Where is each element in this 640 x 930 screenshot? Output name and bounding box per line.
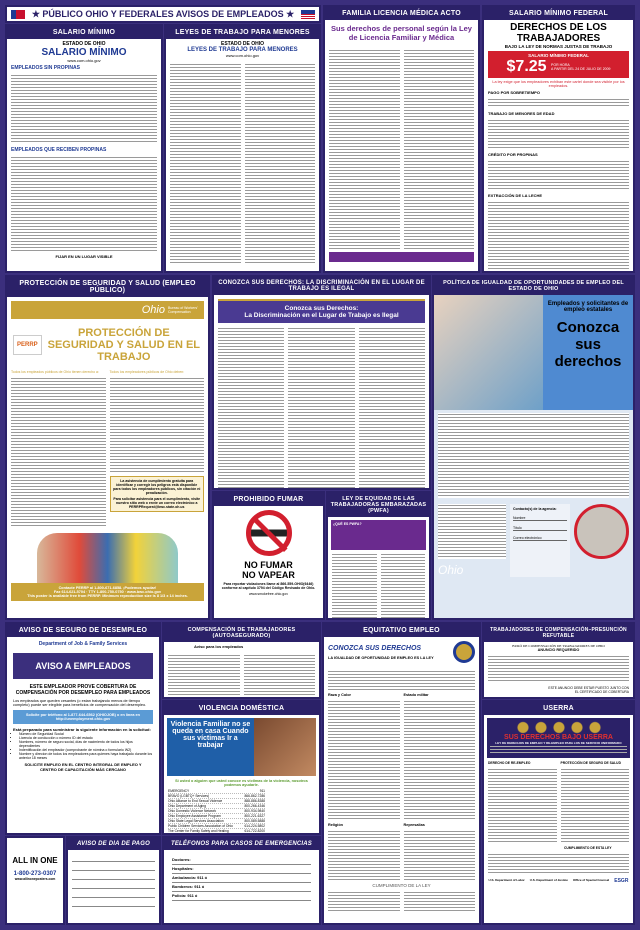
title: SALARIO MÍNIMO xyxy=(41,47,127,58)
assist-contact: Para solicitar asistencia para el cumplimiento, visite nuestro sitio web o envíe un correo electrónico a PERRPRequest@bwc.state.oh.us xyxy=(113,497,201,509)
userra-panel xyxy=(482,700,635,925)
title-line-2: La Discriminación en el Lugar de Trabajo es Ilegal xyxy=(244,312,399,319)
title: Aviso para los empleados xyxy=(194,644,244,649)
contact-phone: 800-589-5888 xyxy=(244,819,265,823)
section-child-labor: TRABAJO DE MENORES DE EDAD xyxy=(488,111,555,116)
jfs-logo: Department of Job & Family Services xyxy=(38,641,128,647)
contact-name: Public Children Services Association of Ohio xyxy=(168,824,233,828)
field-email: Correo electrónico xyxy=(513,536,567,541)
panel-header: PROHIBIDO FUMAR xyxy=(214,493,323,506)
police-field[interactable]: Policía: 911 ó xyxy=(172,892,311,901)
list-item: • Indentificación del empleador (comprobante de nómina o formulario W2) xyxy=(19,748,153,752)
title-line-1: Conozca sus Derechos: xyxy=(284,305,359,312)
cert-note: ESTE ANUNCIO DEBE ESTAR PUESTO JUNTO CON EL CERTIFICADO DE COBERTURA xyxy=(548,686,629,694)
workers-photo xyxy=(37,533,178,583)
panel-header: FAMILIA LICENCIA MÉDICA ACTO xyxy=(325,7,478,20)
subtitle: LA IGUALDAD DE OPORTUNIDAD DE EMPLEO ES LA LEY xyxy=(328,655,434,660)
title: Sus derechos de personal según la Ley de Licencia Familiar y Médica xyxy=(331,24,472,42)
section-enforcement: CUMPLIMIENTO DE ESTA LEY xyxy=(564,846,612,850)
ohio-logo: Ohio xyxy=(141,304,165,316)
title: LEYES DE TRABAJO PARA MENORES xyxy=(187,47,298,53)
us-flag-icon xyxy=(301,10,315,19)
contact-phone: 614-722-8200 xyxy=(244,829,265,833)
panel-header: COMPENSACIÓN DE TRABAJADORES (AUTOASEGURADO) xyxy=(164,624,319,642)
contact-heading: Contacto(s) de la agencia: xyxy=(513,507,557,511)
all-in-one-logo-panel xyxy=(5,836,65,925)
contact-phone: 800-266-4346 xyxy=(244,804,265,808)
equal-employment-panel xyxy=(322,622,481,925)
panel-header: USERRA xyxy=(484,702,633,715)
emergency-phones-panel xyxy=(162,836,321,925)
contact-name: BRAVO (LGBTQ+ Services) xyxy=(168,794,210,798)
panel-header: SALARIO MÍNIMO xyxy=(7,26,161,39)
fire-field[interactable]: Bomberos: 911 ó xyxy=(172,883,311,892)
required-notice: ANUNCIO REQUERIDO xyxy=(537,648,580,652)
contact-row xyxy=(168,829,265,834)
site: www.com.ohio.gov xyxy=(225,53,260,58)
contact-name: Ohio Department of Aging xyxy=(168,804,206,808)
state-label: ESTADO DE OHIO xyxy=(221,41,264,47)
contact-name: Ohio State Legal Services Association xyxy=(168,819,224,823)
field-title: Título xyxy=(513,526,567,531)
section-overtime: PAGO POR SOBRETIEMPO xyxy=(488,90,540,95)
fmla-panel xyxy=(323,5,480,273)
subtitle: LEY DE DERECHOS DE EMPLEO Y RE-EMPLEO PARA LOS DE SERVICIO UNIFORMADO xyxy=(495,741,622,745)
per-hour: POR HORA xyxy=(551,62,570,67)
paragraph: Los empleados que queden cesantes (o estan trabajando menos de tiempo completo) puede ser elegible para beneficios de compensación del desempleo. xyxy=(13,699,147,707)
section-reemployment: DERECHO DE RE-EMPLEO xyxy=(488,761,531,765)
contact-name: Ohio Domestic Violence Network xyxy=(168,809,217,813)
panel-header: CONOZCA SUS DERECHOS: LA DISCRIMINACIÓN EN EL LUGAR DE TRABAJO ES ILEGAL xyxy=(214,277,429,295)
panel-header: LEY DE EQUIDAD DE LAS TRABAJADORAS EMBARAZADAS (PWFA) xyxy=(328,493,429,517)
banner xyxy=(5,5,321,23)
section-religion: Religión xyxy=(328,823,343,827)
contact-phone: 614-224-5802 xyxy=(244,824,265,828)
contact-phone: 800-221-6327 xyxy=(244,814,265,818)
subtitle: BAJO LA LEY DE NORMAS JUSTAS DE TRABAJO xyxy=(504,44,613,49)
sub2: EMPLEADOS QUE RECIBEN PROPINAS xyxy=(11,147,107,153)
contact: Contacte PERRP al 1-800-671-6858. ¡Podemos ayudar! xyxy=(58,586,157,590)
section-race: Raza y Color xyxy=(328,693,351,697)
no-smoking-text: NO FUMAR xyxy=(244,560,293,570)
brand-site[interactable]: www.allinoneposters.com xyxy=(14,877,56,881)
contact-phone: 800-934-9840 xyxy=(244,809,265,813)
panel-header: AVISO DE SEGURO DE DESEMPLEO xyxy=(7,624,159,637)
contact-phone: 888-886-8388 xyxy=(244,799,265,803)
cta: SOLICITE EMPLEO EN EL CENTRO INTEGRAL DE EMPLEO Y CENTRO DE CAPACITACIÓN MÁS CERCANO xyxy=(24,762,142,772)
flsa-panel xyxy=(482,5,635,273)
title: Violencia Familiar no se queda en casa Cuando sus víctimas Ir a trabajar xyxy=(167,718,254,776)
minor-labor-panel xyxy=(164,24,321,273)
list-item: • Nombre y direcion de todos los empleadores para quienes haya trabajado durante los anterior 18 meses xyxy=(19,752,153,760)
help-text: Si usted o alguien que usted conoce es víctimas de la violencia, nosotros podemos ayudarle. xyxy=(175,779,308,787)
hospitals-field[interactable]: Hospitales: xyxy=(172,865,311,874)
section-retaliation: Represalias xyxy=(403,823,425,827)
ohio-flag-icon xyxy=(11,10,25,19)
contact-name: Ohio Alliance to End Sexual Violence xyxy=(168,799,223,803)
title: CONOZCA SUS DERECHOS xyxy=(328,644,422,652)
title: DERECHOS DE LOS TRABAJADORES xyxy=(510,22,607,44)
list-item: • Número de Seguridad Social xyxy=(19,732,153,736)
wage-box xyxy=(488,51,629,78)
no-smoking-icon xyxy=(246,510,292,556)
workers-comp-panel xyxy=(162,622,321,699)
bwc-label: Bureau of Workers' Compensation xyxy=(168,306,198,314)
fax: Fax 614-621-5704 · TTY 1-800-750-0750 · www.bwc.ohio.gov xyxy=(53,590,162,594)
panel-header: TELÉFONOS PARA CASOS DE EMERGENCIAS xyxy=(164,838,319,850)
wage: $7.25 xyxy=(506,58,547,75)
contact-name: EMERGENCY xyxy=(168,789,190,793)
compliance-heading: CUMPLIMIENTO DE LA LEY xyxy=(372,883,431,888)
title: SUS DERECHOS BAJO USERRA xyxy=(504,734,613,741)
panel-header: POLÍTICA DE IGUALDAD DE OPORTUNIDADES DE EMPLEO DEL ESTADO DE OHIO xyxy=(434,277,633,295)
no-smoking-panel xyxy=(212,491,325,620)
ohio-min-wage-panel xyxy=(5,24,163,273)
site: www.com.ohio.gov xyxy=(67,58,101,63)
free-note: This poster is available free from PERRP. Minimum reproduction size is 8 1/3 x 14 inches. xyxy=(27,594,188,598)
family-photo xyxy=(254,718,316,776)
section-health: PROTECCIÓN DE SEGURO DE SALUD xyxy=(560,761,621,765)
employees-photo xyxy=(434,295,543,410)
panel-header: TRABAJADORES DE COMPENSACIÓN–PRESUNCIÓN REFUTABLE xyxy=(484,624,633,642)
panel-header: SALARIO MÍNIMO FEDERAL xyxy=(484,7,633,20)
sub1: EMPLEADOS SIN PROPINAS xyxy=(11,65,80,71)
prep-heading: Está preparado para suministrar la siguiente información en la solicitud: xyxy=(13,727,151,732)
brand-phone: 1-800-273-0307 xyxy=(13,871,57,877)
site-link[interactable]: www.smokefree.ohio.gov xyxy=(249,592,288,596)
ohio-eeo-panel xyxy=(432,275,635,620)
rebuttable-presumption-panel xyxy=(482,622,635,699)
perrp-panel xyxy=(5,275,210,620)
dol-logo: U.S. Department of Labor xyxy=(488,878,525,882)
payday-panel xyxy=(66,836,161,925)
doctors-field[interactable]: Doctores: xyxy=(172,856,311,865)
report-text: Para reportar violaciones llame al 866-559-OHIO(6446) conforme al capítulo 3794 del Código Revisado de Ohio. xyxy=(221,582,316,590)
unemployment-panel xyxy=(5,622,161,835)
domestic-violence-panel xyxy=(162,700,321,835)
section-tip-credit: CRÉDITO POR PROPINAS xyxy=(488,152,538,157)
contact-name: The Center for Family Safety and Healing xyxy=(168,829,229,833)
section-military: Estado militar xyxy=(403,693,429,697)
pwfa-panel xyxy=(326,491,431,620)
col2-heading: Todos los empleadores públicos de Ohio deben: xyxy=(109,370,185,374)
contact-name: Ohio Employee Assistance Program xyxy=(168,814,221,818)
since: A PARTIR DEL 24 DE JULIO DE 2009 xyxy=(551,66,611,71)
doj-logo: U.S. Department of Justice xyxy=(529,878,568,882)
panel-header: EQUITATIVO EMPLEO xyxy=(324,624,479,637)
lead: ESTE EMPLEADOR PROVE COBERTURA DE COMPENSACIÓN POR DESEMPLEO PARA EMPLEADOS xyxy=(15,684,151,696)
assist-text: La asistencia de cumplimiento gratuita para identificar y corregir los peligros está disponible para todos los empleadores públicos, sin citación ni penalización. xyxy=(113,479,201,495)
panel-header: LEYES DE TRABAJO PARA MENORES xyxy=(166,26,319,39)
perrp-logo: PERRP xyxy=(13,335,42,355)
col1-heading: Todos los empleados públicos de Ohio tienen derecho a: xyxy=(11,370,99,374)
box-label: SALARIO MÍNIMO FEDERAL xyxy=(528,53,589,58)
contact-phone: 911 xyxy=(259,789,265,793)
staff-photo xyxy=(574,504,629,559)
section-nursing: EXTRACCIÓN DE LA LECHE xyxy=(488,193,543,198)
board: BURÓ DE COMPENSACIÓN DE TRABAJADORES DE OHIO xyxy=(512,644,605,648)
esgr-logo: ESGR xyxy=(614,878,629,884)
notice-banner: AVISO A EMPLEADOS xyxy=(13,653,153,679)
big-title: Conozca sus derechos xyxy=(554,319,622,370)
list-item: • Licencia de conducción o número ID del estado xyxy=(19,736,153,740)
subtitle: Empleados y solicitantes de empleo estatales xyxy=(547,301,629,313)
ambulance-field[interactable]: Ambulancia: 911 ó xyxy=(172,874,311,883)
contact-phone: 866-862-7286 xyxy=(244,794,265,798)
eeoc-panel xyxy=(212,275,431,490)
state-label: ESTADO DE OHIO xyxy=(62,41,106,47)
list-item: • Nombres, número de seguro social, días de nacimiento de todos los hijos dependientes xyxy=(19,740,153,748)
panel-header: AVISO DE DIA DE PAGO xyxy=(68,838,159,850)
no-vaping-text: NO VAPEAR xyxy=(242,570,295,580)
osc-logo: Office of Special Counsel xyxy=(573,878,610,882)
banner-title: ★ PÚBLICO OHIO Y FEDERALES AVISOS DE EMPLEADOS ★ xyxy=(31,8,295,19)
what-is-pwfa: ¿QUÉ ES PWFA? xyxy=(333,522,362,526)
apply-box[interactable]: Solicite por teléfono al 1-877-644-6562 (OHIOJOB) o en línea en http://unemployment.ohio.gov xyxy=(13,710,153,724)
panel-header: VIOLENCIA DOMÉSTICA xyxy=(164,702,319,715)
ohio-logo: Ohio xyxy=(438,563,464,577)
footer: FIJAR EN UN LUGAR VISIBLE xyxy=(55,254,113,259)
panel-header: PROTECCIÓN DE SEGURIDAD Y SALUD (EMPLEO PÚBLICO) xyxy=(7,277,208,297)
field-name: Nombre xyxy=(513,516,567,521)
brand-name: ALL IN ONE xyxy=(12,856,58,865)
note: La ley exige que los empleadores exhiban este cartel donde sea visible por los empleados. xyxy=(492,80,625,88)
governor-seal xyxy=(453,641,475,663)
title: PROTECCIÓN DE SEGURIDAD Y SALUD EN EL TRABAJO xyxy=(47,327,201,363)
military-seals xyxy=(514,721,604,734)
